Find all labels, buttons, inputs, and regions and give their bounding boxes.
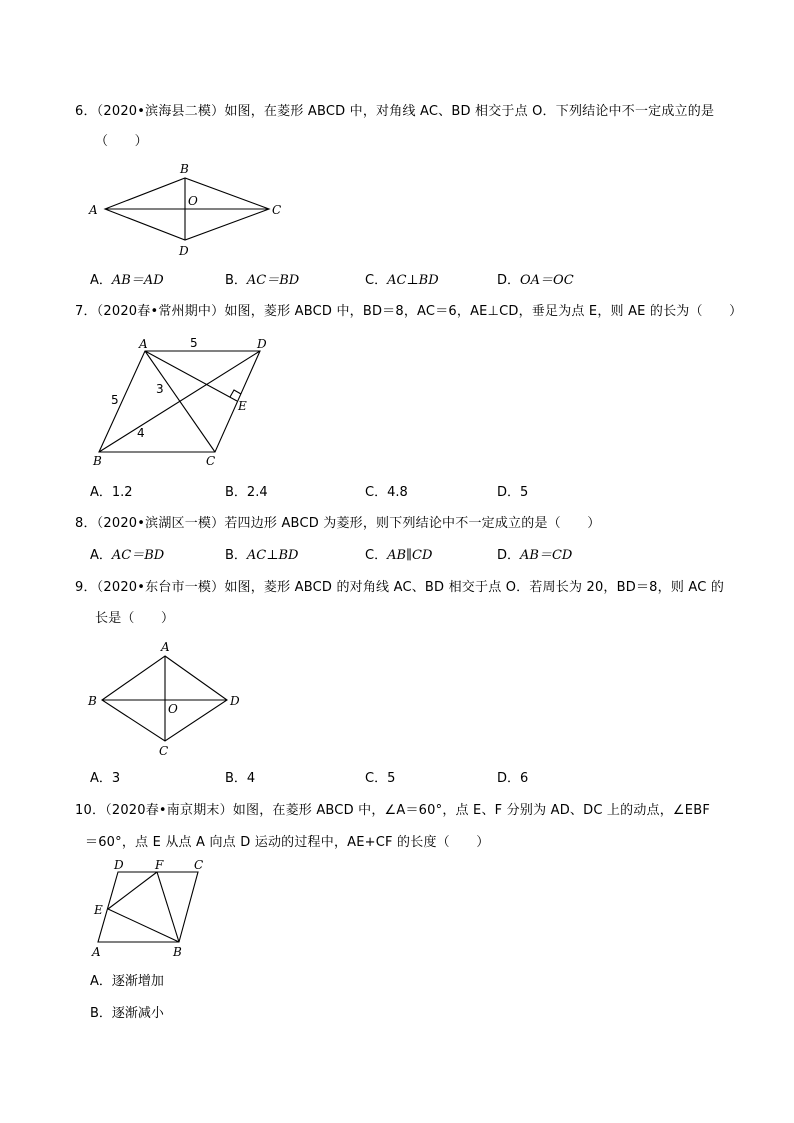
q7-label-a: A (139, 337, 148, 351)
q10-segment-be (108, 909, 179, 942)
q6-stem-line1: 6．（2020•滨海县二模）如图，在菱形 ABCD 中，对角线 AC、BD 相交于点 O．下列结论中不一定成立的是 (75, 104, 715, 119)
q6-rhombus-figure (85, 160, 305, 260)
q7-length-bo: 4 (137, 426, 145, 440)
q8-option-c[interactable]: C．AB∥CD (365, 548, 433, 563)
q6-label-b: B (180, 162, 189, 176)
q6-option-b[interactable]: B．AC＝BD (225, 273, 300, 288)
q6-label-o: O (188, 194, 198, 208)
q6-label-c: C (272, 203, 282, 217)
q9-option-c[interactable]: C．5 (365, 771, 396, 786)
q9-label-d: D (230, 694, 240, 708)
q10-stem-line1: 10．（2020春•南京期末）如图，在菱形 ABCD 中，∠A＝60°，点 E、F 分别为 AD、DC 上的动点，∠EBF (75, 803, 710, 818)
q9-rhombus-figure (85, 638, 255, 768)
q9-option-a[interactable]: A．3 (90, 771, 121, 786)
q7-option-b[interactable]: B．2.4 (225, 485, 268, 500)
q10-rhombus-figure (85, 855, 225, 965)
q6-option-a[interactable]: A．AB＝AD (90, 273, 164, 288)
q7-stem-line1: 7．（2020春•常州期中）如图，菱形 ABCD 中，BD＝8，AC＝6，AE⊥CD，垂足为点 E，则 AE 的长为（ ） (75, 304, 743, 319)
q7-rhombus-figure (85, 333, 285, 473)
q6-option-d[interactable]: D．OA＝OC (497, 273, 574, 288)
q9-label-c: C (159, 744, 169, 758)
q8-option-a[interactable]: A．AC＝BD (90, 548, 165, 563)
q9-option-d[interactable]: D．6 (497, 771, 529, 786)
q8-option-d[interactable]: D．AB＝CD (497, 548, 573, 563)
q6-label-a: A (89, 203, 98, 217)
q7-length-ad: 5 (190, 336, 198, 350)
q10-segment-fb (157, 872, 179, 942)
q10-label-a: A (92, 945, 101, 959)
q9-stem-line2: 长是（ ） (95, 611, 175, 626)
q10-label-c: C (194, 858, 204, 872)
q9-label-o: O (168, 702, 178, 716)
q8-stem-line1: 8．（2020•滨湖区一模）若四边形 ABCD 为菱形，则下列结论中不一定成立的是（ ） (75, 516, 601, 531)
q10-stem-line2: ＝60°，点 E 从点 A 向点 D 运动的过程中，AE+CF 的长度（ ） (85, 835, 490, 850)
q7-label-e: E (238, 399, 247, 413)
q10-label-d: D (114, 858, 124, 872)
q7-right-angle-mark (230, 390, 241, 397)
q7-label-d: D (257, 337, 267, 351)
q7-length-ao: 3 (156, 382, 164, 396)
q9-stem-line1: 9．（2020•东台市一模）如图，菱形 ABCD 的对角线 AC、BD 相交于点 O．若周长为 20，BD＝8，则 AC 的 (75, 580, 725, 595)
q10-label-b: B (173, 945, 182, 959)
q6-stem-line2: （ ） (95, 134, 148, 149)
q7-length-ab: 5 (111, 393, 119, 407)
q8-option-b[interactable]: B．AC⊥BD (225, 548, 299, 563)
q10-option-b[interactable]: B．逐渐减小 (90, 1006, 164, 1021)
q9-label-a: A (161, 640, 170, 654)
q6-option-c[interactable]: C．AC⊥BD (365, 273, 439, 288)
q9-label-b: B (88, 694, 97, 708)
q9-option-b[interactable]: B．4 (225, 771, 256, 786)
q10-segment-ef (108, 872, 157, 909)
q10-label-f: F (155, 858, 164, 872)
q10-label-e: E (94, 903, 103, 917)
q7-label-b: B (93, 454, 102, 468)
q7-option-a[interactable]: A．1.2 (90, 485, 133, 500)
q7-option-c[interactable]: C．4.8 (365, 485, 408, 500)
q7-diagonal-bd (99, 351, 260, 452)
q6-label-d: D (179, 244, 189, 258)
q7-label-c: C (206, 454, 216, 468)
q7-option-d[interactable]: D．5 (497, 485, 529, 500)
q10-rhombus (98, 872, 198, 942)
q10-option-a[interactable]: A．逐渐增加 (90, 974, 164, 989)
